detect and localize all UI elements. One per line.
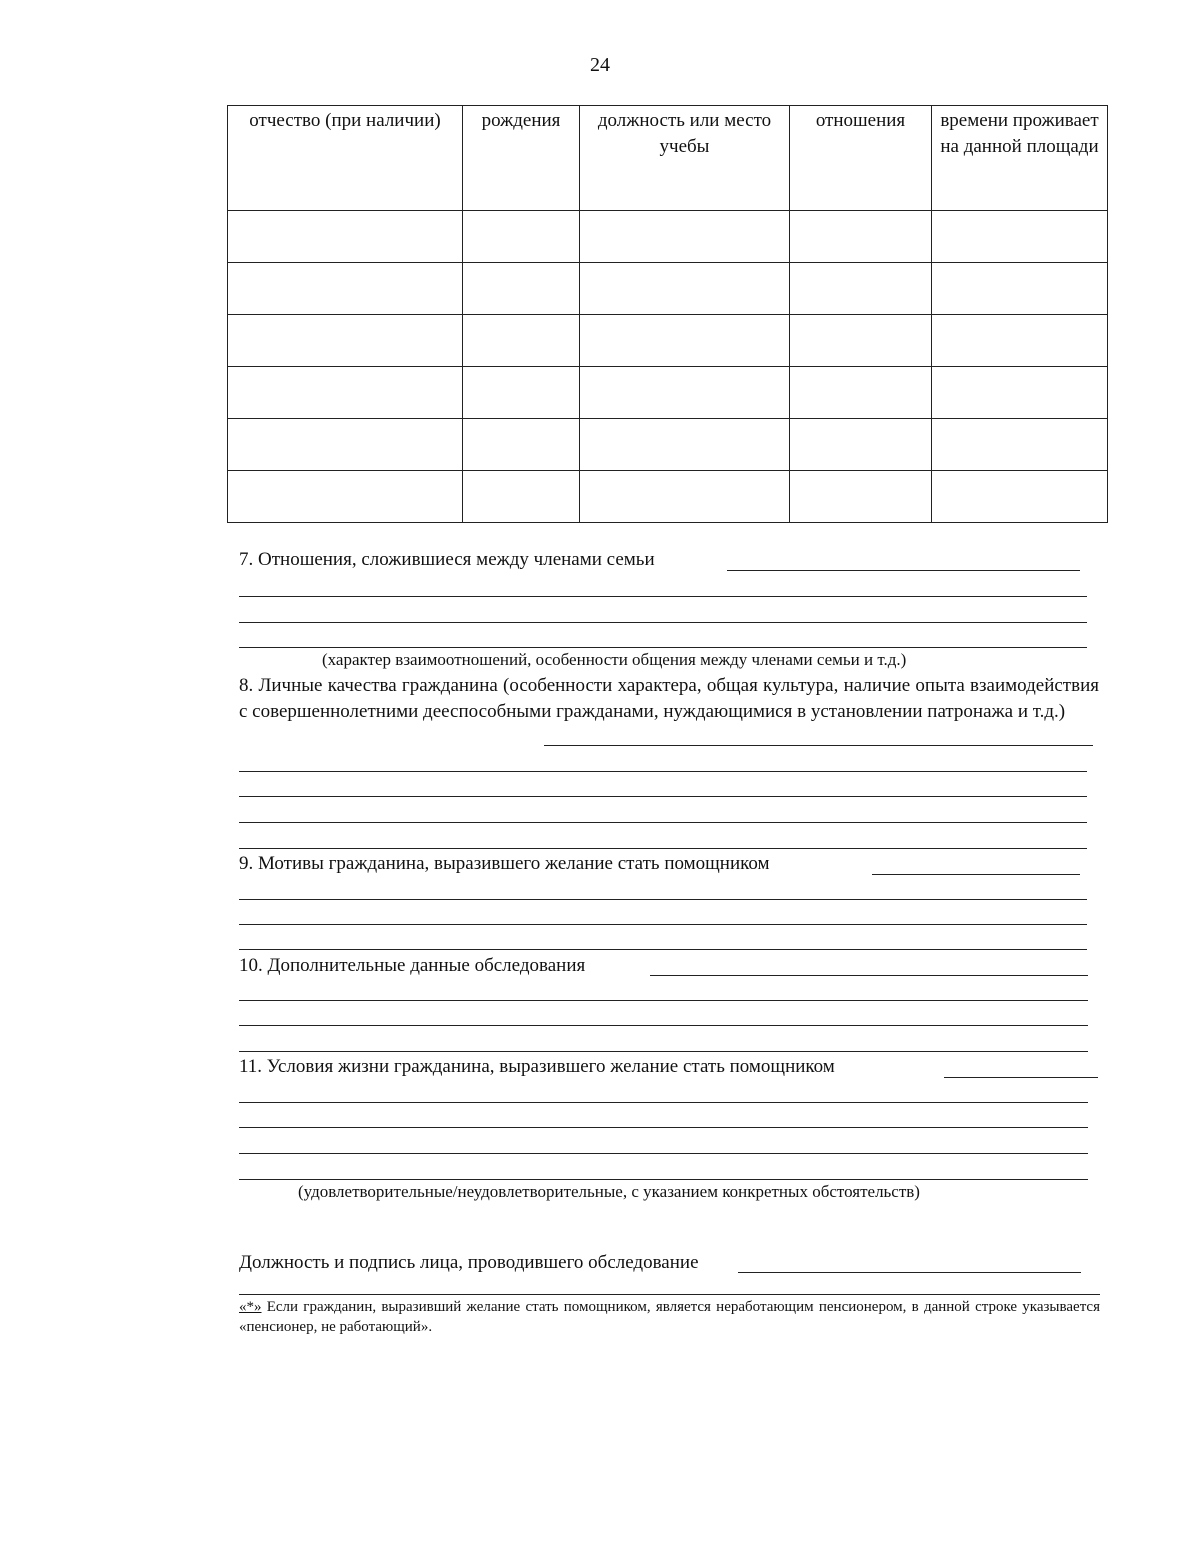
table-cell[interactable]	[580, 419, 790, 471]
footnote-separator	[239, 1294, 1100, 1295]
footnote-mark: «*»	[239, 1299, 262, 1315]
table-cell[interactable]	[790, 263, 932, 315]
table-cell[interactable]	[790, 471, 932, 523]
header-birth: рождения	[463, 106, 580, 211]
header-relation: отношения	[790, 106, 932, 211]
table-cell[interactable]	[932, 419, 1108, 471]
section-7-label: 7. Отношения, сложившиеся между членами семьи	[239, 549, 655, 570]
section-11-answer-line[interactable]	[239, 1179, 1088, 1180]
table-cell[interactable]	[463, 211, 580, 263]
section-11-answer-line[interactable]	[239, 1102, 1088, 1103]
table-row	[228, 367, 1108, 419]
section-11-label: 11. Условия жизни гражданина, выразившего желание стать помощником	[239, 1056, 835, 1077]
table-cell[interactable]	[580, 211, 790, 263]
table-cell[interactable]	[228, 471, 463, 523]
signature-line[interactable]	[738, 1272, 1081, 1273]
section-11-caption: (удовлетворительные/неудовлетворительные, с указанием конкретных обстоятельств)	[298, 1182, 920, 1201]
table-header-row	[228, 106, 1108, 211]
section-10-answer-line[interactable]	[650, 975, 1088, 976]
table-row	[228, 315, 1108, 367]
table-cell[interactable]	[580, 315, 790, 367]
section-10-answer-line[interactable]	[239, 1051, 1088, 1052]
table-cell[interactable]	[932, 315, 1108, 367]
table-row	[228, 263, 1108, 315]
section-9-answer-line[interactable]	[239, 949, 1087, 950]
table-cell[interactable]	[228, 419, 463, 471]
table-cell[interactable]	[228, 211, 463, 263]
section-8-answer-line[interactable]	[239, 848, 1087, 849]
section-10-answer-line[interactable]	[239, 1000, 1088, 1001]
section-7-answer-line[interactable]	[239, 622, 1087, 623]
table-cell[interactable]	[790, 419, 932, 471]
section-7-answer-line[interactable]	[727, 570, 1080, 571]
section-10-label: 10. Дополнительные данные обследования	[239, 955, 586, 976]
table-row	[228, 471, 1108, 523]
table-cell[interactable]	[580, 367, 790, 419]
table-row	[228, 419, 1108, 471]
section-10-answer-line[interactable]	[239, 1025, 1088, 1026]
header-patronymic: отчество (при наличии)	[228, 106, 463, 211]
section-11-answer-line[interactable]	[944, 1077, 1098, 1078]
footnote	[239, 1297, 1100, 1337]
family-members-table	[227, 105, 1108, 523]
header-position: должность или место учебы	[580, 106, 790, 211]
table-cell[interactable]	[463, 419, 580, 471]
table-cell[interactable]	[932, 367, 1108, 419]
section-8-answer-line[interactable]	[544, 745, 1093, 746]
section-8-label: 8. Личные качества гражданина (особенности характера, общая культура, наличие опыта взаимодействия с совершеннолетними дееспособными гражданами, нуждающимися в установлении патронажа и т.д.)	[239, 675, 1099, 722]
table-cell[interactable]	[790, 367, 932, 419]
table-cell[interactable]	[463, 471, 580, 523]
section-9-label: 9. Мотивы гражданина, выразившего желание стать помощником	[239, 853, 770, 874]
table-cell[interactable]	[790, 315, 932, 367]
header-residence-time: времени проживает на данной площади	[932, 106, 1108, 211]
signature-label: Должность и подпись лица, проводившего обследование	[239, 1252, 699, 1273]
table-cell[interactable]	[228, 367, 463, 419]
section-7-answer-line[interactable]	[239, 647, 1087, 648]
table-cell[interactable]	[932, 211, 1108, 263]
section-8-answer-line[interactable]	[239, 771, 1087, 772]
table-cell[interactable]	[932, 471, 1108, 523]
table-cell[interactable]	[228, 263, 463, 315]
section-11-answer-line[interactable]	[239, 1153, 1088, 1154]
table-cell[interactable]	[463, 263, 580, 315]
table-cell[interactable]	[790, 211, 932, 263]
section-8-answer-line[interactable]	[239, 822, 1087, 823]
table-cell[interactable]	[463, 315, 580, 367]
section-9-answer-line[interactable]	[872, 874, 1080, 875]
section-9-answer-line[interactable]	[239, 899, 1087, 900]
table-cell[interactable]	[580, 263, 790, 315]
table-cell[interactable]	[932, 263, 1108, 315]
section-7-caption: (характер взаимоотношений, особенности общения между членами семьи и т.д.)	[322, 650, 907, 669]
table-row	[228, 211, 1108, 263]
section-8-answer-line[interactable]	[239, 796, 1087, 797]
table-cell[interactable]	[228, 315, 463, 367]
page-number: 24	[590, 54, 610, 76]
table-cell[interactable]	[580, 471, 790, 523]
footnote-text: Если гражданин, выразивший желание стать помощником, является неработающим пенсионером, в данной строке указывается «пенсионер, не работающий».	[239, 1299, 1100, 1335]
section-7-answer-line[interactable]	[239, 596, 1087, 597]
table-cell[interactable]	[463, 367, 580, 419]
section-11-answer-line[interactable]	[239, 1127, 1088, 1128]
section-9-answer-line[interactable]	[239, 924, 1087, 925]
